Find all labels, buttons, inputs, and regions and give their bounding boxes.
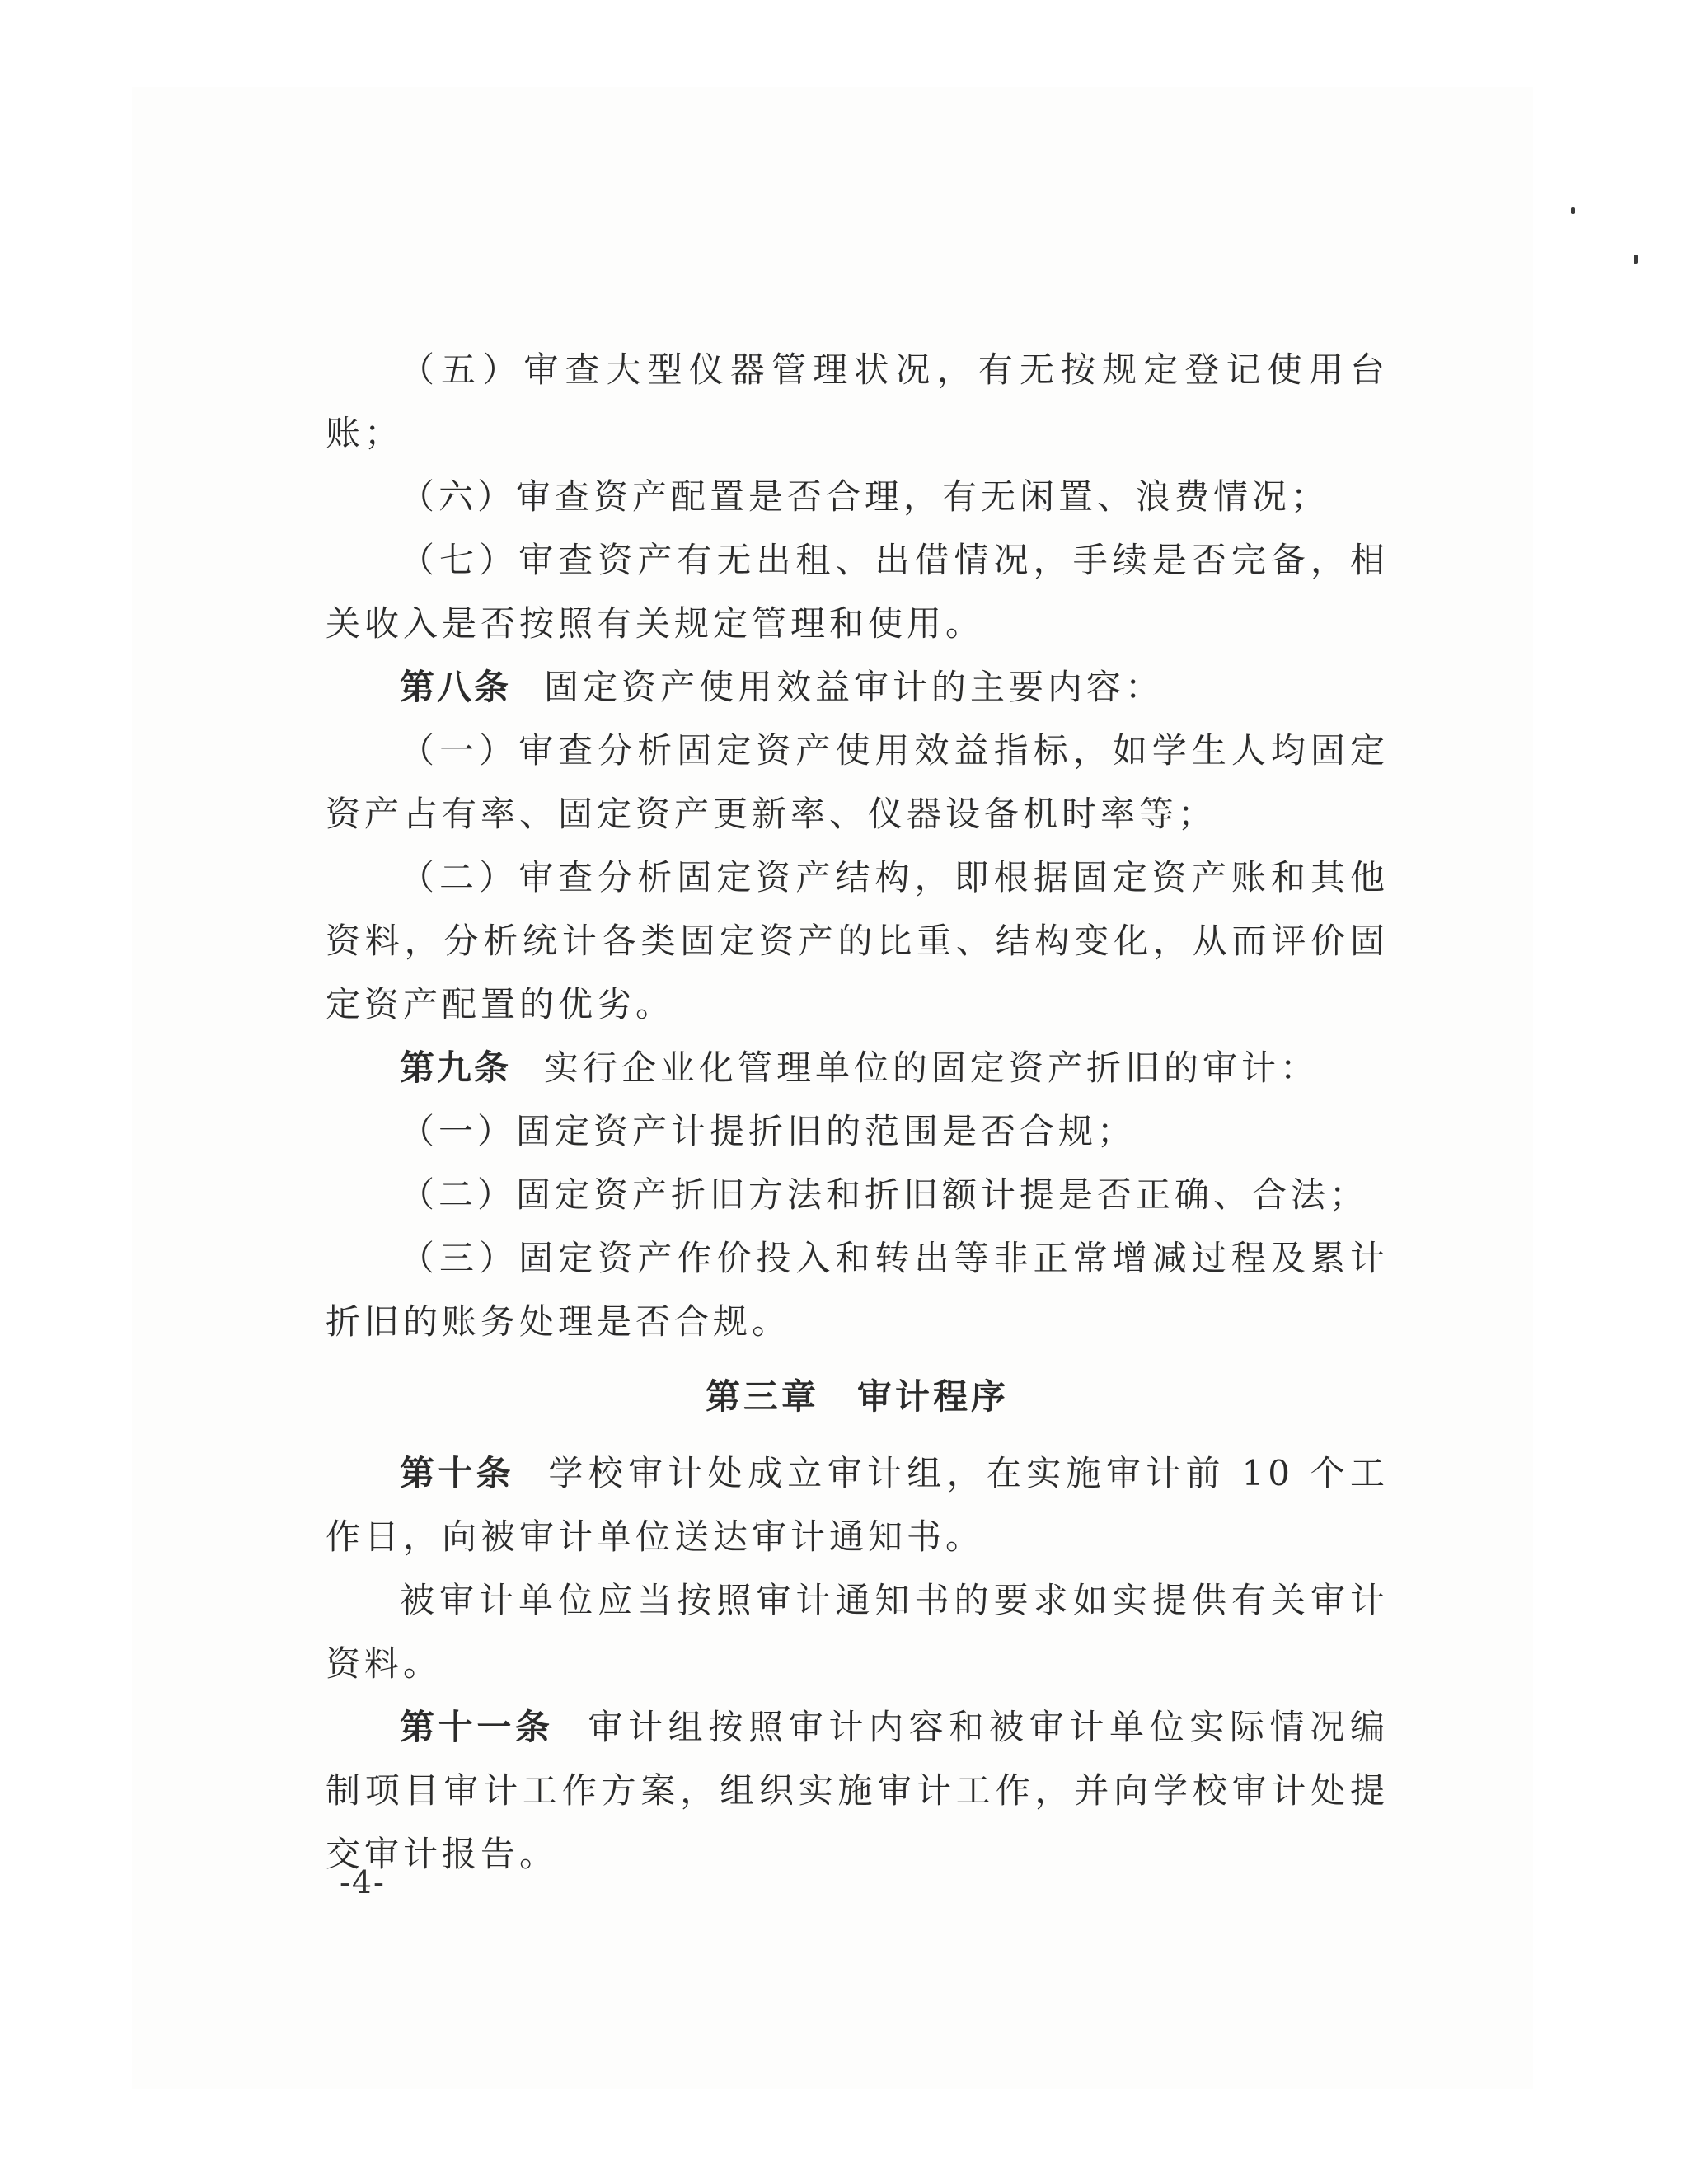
article-8 [326, 655, 1389, 719]
article-text: 审计组按照审计内容和被审计单位实际情况编制项目审计工作方案，组织实施审计工作，并向学校审计处提交审计报告。 [326, 1707, 1389, 1874]
article-10 [326, 1441, 1389, 1568]
article-heading: 第八条 [400, 667, 512, 707]
article-heading: 第十条 [400, 1453, 514, 1493]
article-text: 学校审计处成立审计组，在实施审计前 10 个工作日，向被审计单位送达审计通知书。 [326, 1453, 1389, 1557]
article-11 [326, 1695, 1389, 1886]
page-number: -4- [340, 1864, 386, 1900]
article-heading: 第九条 [400, 1047, 512, 1088]
clause-item: （一）审查分析固定资产使用效益指标，如学生人均固定资产占有率、固定资产更新率、仪器设备机时率等； [326, 730, 1389, 834]
clause-item: （二）固定资产折旧方法和折旧额计提是否正确、合法； [400, 1174, 1369, 1215]
clause-item: （二）审查分析固定资产结构，即根据固定资产账和其他资料，分析统计各类固定资产的比重、结构变化，从而评价固定资产配置的优劣。 [326, 857, 1389, 1024]
article-text: 固定资产使用效益审计的主要内容： [544, 667, 1165, 707]
scan-speck [1571, 207, 1575, 214]
clause-item: （三）固定资产作价投入和转出等非正常增减过程及累计折旧的账务处理是否合规。 [326, 1238, 1389, 1342]
clause-item: （七）审查资产有无出租、出借情况，手续是否完备，相关收入是否按照有关规定管理和使用。 [326, 540, 1389, 644]
document-body [326, 338, 1389, 1886]
scan-speck [1634, 255, 1638, 264]
article-heading: 第十一条 [400, 1707, 554, 1747]
article-text: 实行企业化管理单位的固定资产折旧的审计： [544, 1047, 1320, 1088]
article-9 [326, 1036, 1389, 1099]
chapter-number: 第三章 [705, 1376, 819, 1417]
chapter-heading [326, 1365, 1389, 1428]
clause-item: （一）固定资产计提折旧的范围是否合规； [400, 1111, 1137, 1151]
paragraph: 被审计单位应当按照审计通知书的要求如实提供有关审计资料。 [326, 1580, 1389, 1684]
chapter-title: 审计程序 [857, 1376, 1010, 1417]
clause-item: （六）审查资产配置是否合理，有无闲置、浪费情况； [400, 476, 1330, 517]
clause-item: （五）审查大型仪器管理状况，有无按规定登记使用台账； [326, 349, 1389, 453]
